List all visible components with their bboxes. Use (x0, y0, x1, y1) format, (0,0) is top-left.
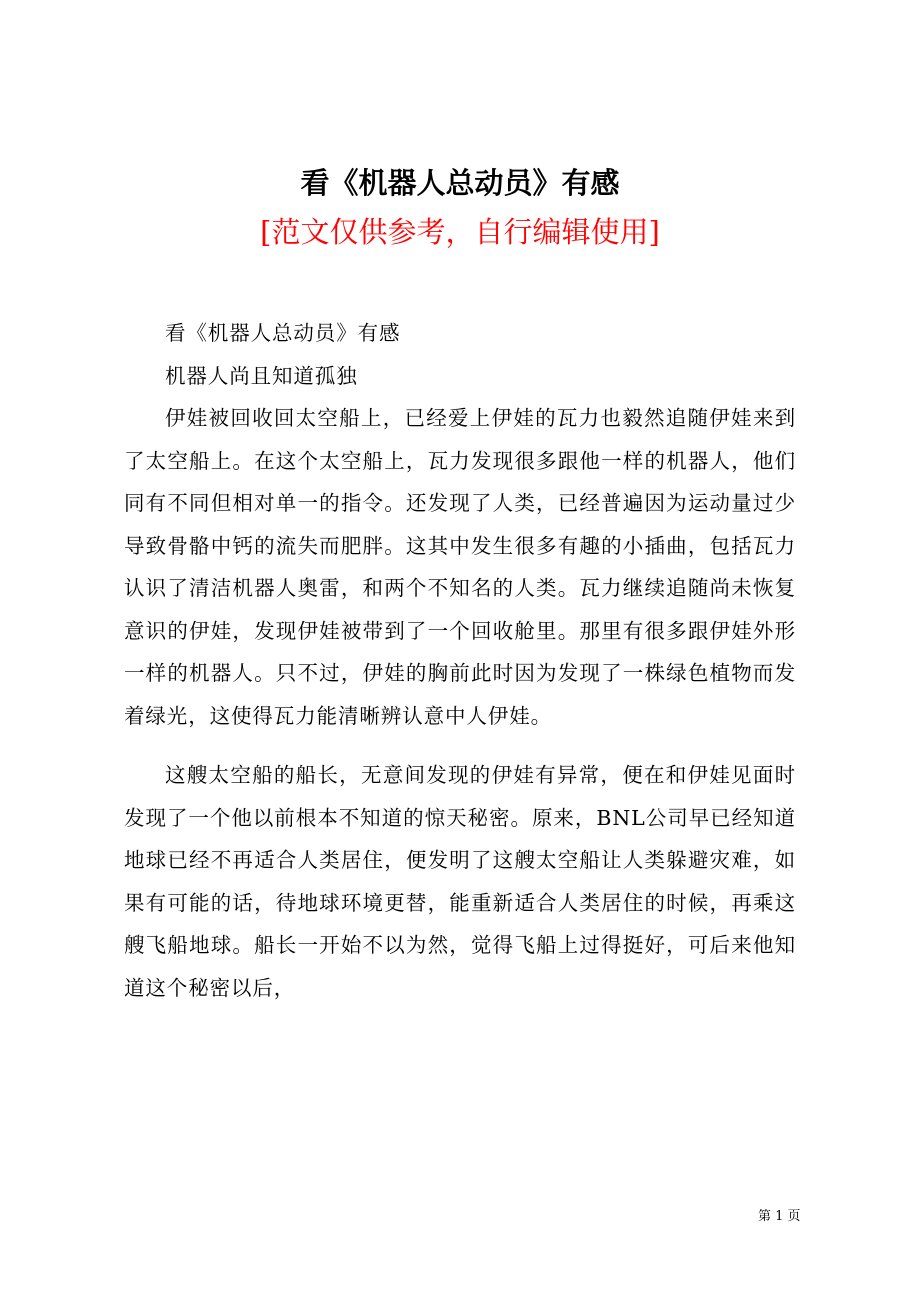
paragraph: 伊娃被回收回太空船上，已经爱上伊娃的瓦力也毅然追随伊娃来到了太空船上。在这个太空船上，瓦力发现很多跟他一样的机器人，他们同有不同但相对单一的指令。还发现了人类，已经普遍因为运动量过少导致骨骼中钙的流失而肥胖。这其中发生很多有趣的小插曲，包括瓦力认识了清洁机器人奥雷，和两个不知名的人类。瓦力继续追随尚未恢复意识的伊娃，发现伊娃被带到了一个回收舱里。那里有很多跟伊娃外形一样的机器人。只不过，伊娃的胸前此时因为发现了一株绿色植物而发着绿光，这使得瓦力能清晰辨认意中人伊娃。 (124, 406, 796, 728)
paragraph-subheading: 机器人尚且知道孤独 (165, 363, 358, 388)
document-title: 看《机器人总动员》有感 (300, 166, 620, 200)
usage-notice: [范文仅供参考，自行编辑使用] (260, 215, 660, 249)
paragraph-heading: 看《机器人总动员》有感 (165, 321, 401, 345)
page-number: 第 1 页 (758, 1209, 801, 1224)
document-body (124, 312, 796, 1009)
paragraph: 这艘太空船的船长，无意间发现的伊娃有异常，便在和伊娃见面时发现了一个他以前根本不知道的惊天秘密。原来，BNL公司早已经知道地球已经不再适合人类居住，便发明了这艘太空船让人类躲避灾难，如果有可能的话，待地球环境更替，能重新适合人类居住的时候，再乘这艘飞船地球。船长一开始不以为然，觉得飞船上过得挺好，可后来他知道这个秘密以后， (124, 763, 796, 1000)
